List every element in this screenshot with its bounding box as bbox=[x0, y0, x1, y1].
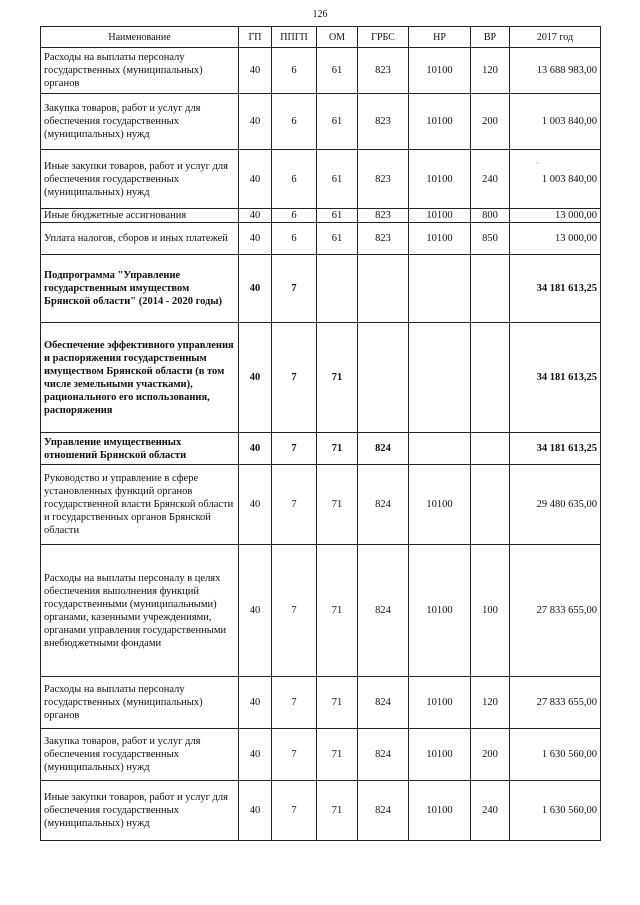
row-ppgp: 7 bbox=[272, 781, 317, 841]
row-grbs: 823 bbox=[358, 209, 409, 223]
row-amount: 27 833 655,00 bbox=[510, 677, 601, 729]
row-om: 71 bbox=[317, 729, 358, 781]
row-grbs: 823 bbox=[358, 223, 409, 255]
row-vr bbox=[471, 323, 510, 433]
row-grbs: 823 bbox=[358, 150, 409, 209]
row-name: Управление имущественных отношений Брянской области bbox=[41, 433, 239, 465]
row-grbs bbox=[358, 323, 409, 433]
row-name: Руководство и управление в сфере установленных функций органов государственной власти Брянской области и государственных органов Брянской области bbox=[41, 465, 239, 545]
header-nr: НР bbox=[409, 27, 471, 48]
row-vr bbox=[471, 433, 510, 465]
row-ppgp: 6 bbox=[272, 209, 317, 223]
row-gp: 40 bbox=[239, 677, 272, 729]
row-grbs: 824 bbox=[358, 729, 409, 781]
row-name: Иные бюджетные ассигнования bbox=[41, 209, 239, 223]
table-row bbox=[41, 209, 601, 223]
budget-table bbox=[40, 26, 601, 841]
header-grbs: ГРБС bbox=[358, 27, 409, 48]
row-gp: 40 bbox=[239, 209, 272, 223]
row-ppgp: 6 bbox=[272, 94, 317, 150]
row-ppgp: 6 bbox=[272, 48, 317, 94]
row-name: Иные закупки товаров, работ и услуг для обеспечения государственных (муниципальных) нужд bbox=[41, 150, 239, 209]
header-vr: ВР bbox=[471, 27, 510, 48]
row-om: 71 bbox=[317, 465, 358, 545]
row-nr: 10100 bbox=[409, 209, 471, 223]
row-ppgp: 6 bbox=[272, 150, 317, 209]
row-om: 61 bbox=[317, 223, 358, 255]
row-nr: 10100 bbox=[409, 223, 471, 255]
row-amount: 27 833 655,00 bbox=[510, 545, 601, 677]
table-row bbox=[41, 94, 601, 150]
row-om: 71 bbox=[317, 323, 358, 433]
row-vr: 240 bbox=[471, 781, 510, 841]
row-vr: 120 bbox=[471, 48, 510, 94]
row-ppgp: 7 bbox=[272, 545, 317, 677]
row-ppgp: 6 bbox=[272, 223, 317, 255]
row-gp: 40 bbox=[239, 465, 272, 545]
table-row bbox=[41, 781, 601, 841]
row-nr: 10100 bbox=[409, 94, 471, 150]
row-nr: 10100 bbox=[409, 729, 471, 781]
row-gp: 40 bbox=[239, 150, 272, 209]
row-nr: 10100 bbox=[409, 781, 471, 841]
row-vr: 240 bbox=[471, 150, 510, 209]
table-row bbox=[41, 323, 601, 433]
row-vr: 100 bbox=[471, 545, 510, 677]
row-amount: 1 003 840,00 bbox=[510, 150, 601, 209]
row-ppgp: 7 bbox=[272, 433, 317, 465]
row-vr: 200 bbox=[471, 729, 510, 781]
row-om: 71 bbox=[317, 433, 358, 465]
row-ppgp: 7 bbox=[272, 465, 317, 545]
row-name: Иные закупки товаров, работ и услуг для обеспечения государственных (муниципальных) нужд bbox=[41, 781, 239, 841]
row-name: Обеспечение эффективного управления и распоряжения государственным имуществом Брянской области (в том числе земельными участками), рационального его использования, распоряжения bbox=[41, 323, 239, 433]
row-vr: 200 bbox=[471, 94, 510, 150]
row-grbs: 824 bbox=[358, 781, 409, 841]
row-amount: 13 000,00 bbox=[510, 223, 601, 255]
row-gp: 40 bbox=[239, 323, 272, 433]
row-nr: 10100 bbox=[409, 545, 471, 677]
row-gp: 40 bbox=[239, 223, 272, 255]
row-amount: 13 000,00 bbox=[510, 209, 601, 223]
row-nr: 10100 bbox=[409, 465, 471, 545]
row-om: 61 bbox=[317, 48, 358, 94]
row-ppgp: 7 bbox=[272, 677, 317, 729]
row-amount: 34 181 613,25 bbox=[510, 255, 601, 323]
row-grbs: 823 bbox=[358, 48, 409, 94]
row-amount: 1 630 560,00 bbox=[510, 781, 601, 841]
row-gp: 40 bbox=[239, 433, 272, 465]
row-om: 61 bbox=[317, 94, 358, 150]
page-number: 126 bbox=[312, 9, 328, 20]
row-gp: 40 bbox=[239, 48, 272, 94]
table-row bbox=[41, 729, 601, 781]
row-ppgp: 7 bbox=[272, 255, 317, 323]
header-year: 2017 год bbox=[510, 27, 601, 48]
row-nr: 10100 bbox=[409, 150, 471, 209]
row-gp: 40 bbox=[239, 729, 272, 781]
header-ppgp: ППГП bbox=[272, 27, 317, 48]
header-name: Наименование bbox=[41, 27, 239, 48]
table-row bbox=[41, 223, 601, 255]
row-vr: 850 bbox=[471, 223, 510, 255]
row-om bbox=[317, 255, 358, 323]
row-name: Уплата налогов, сборов и иных платежей bbox=[41, 223, 239, 255]
row-grbs bbox=[358, 255, 409, 323]
row-nr: 10100 bbox=[409, 48, 471, 94]
row-amount: 29 480 635,00 bbox=[510, 465, 601, 545]
row-grbs: 824 bbox=[358, 677, 409, 729]
row-nr bbox=[409, 255, 471, 323]
row-om: 71 bbox=[317, 677, 358, 729]
table-row bbox=[41, 465, 601, 545]
table-row bbox=[41, 677, 601, 729]
row-gp: 40 bbox=[239, 94, 272, 150]
row-gp: 40 bbox=[239, 255, 272, 323]
row-gp: 40 bbox=[239, 781, 272, 841]
row-nr: 10100 bbox=[409, 677, 471, 729]
row-amount: 13 688 983,00 bbox=[510, 48, 601, 94]
table-row bbox=[41, 433, 601, 465]
table-row bbox=[41, 150, 601, 209]
table-row bbox=[41, 48, 601, 94]
row-gp: 40 bbox=[239, 545, 272, 677]
row-amount: 34 181 613,25 bbox=[510, 433, 601, 465]
header-om: ОМ bbox=[317, 27, 358, 48]
row-vr bbox=[471, 465, 510, 545]
header-gp: ГП bbox=[239, 27, 272, 48]
row-amount: 1 630 560,00 bbox=[510, 729, 601, 781]
row-grbs: 824 bbox=[358, 433, 409, 465]
row-grbs: 823 bbox=[358, 94, 409, 150]
row-om: 61 bbox=[317, 209, 358, 223]
table-header-row bbox=[41, 27, 601, 48]
row-om: 71 bbox=[317, 545, 358, 677]
row-vr: 800 bbox=[471, 209, 510, 223]
row-vr: 120 bbox=[471, 677, 510, 729]
row-name: Закупка товаров, работ и услуг для обеспечения государственных (муниципальных) нужд bbox=[41, 94, 239, 150]
row-name: Закупка товаров, работ и услуг для обеспечения государственных (муниципальных) нужд bbox=[41, 729, 239, 781]
row-grbs: 824 bbox=[358, 545, 409, 677]
row-name: Расходы на выплаты персоналу в целях обеспечения выполнения функций государственными (муниципальными) органами, казенными учреждениями, органами управления государственными внебюджетными фондами bbox=[41, 545, 239, 677]
row-name: Расходы на выплаты персоналу государственных (муниципальных) органов bbox=[41, 48, 239, 94]
row-ppgp: 7 bbox=[272, 729, 317, 781]
scan-mark: · bbox=[536, 159, 539, 168]
row-amount: 1 003 840,00 bbox=[510, 94, 601, 150]
row-om: 61 bbox=[317, 150, 358, 209]
row-name: Расходы на выплаты персоналу государственных (муниципальных) органов bbox=[41, 677, 239, 729]
row-ppgp: 7 bbox=[272, 323, 317, 433]
row-amount: 34 181 613,25 bbox=[510, 323, 601, 433]
table-row bbox=[41, 545, 601, 677]
row-grbs: 824 bbox=[358, 465, 409, 545]
row-nr bbox=[409, 433, 471, 465]
row-vr bbox=[471, 255, 510, 323]
row-nr bbox=[409, 323, 471, 433]
table-row bbox=[41, 255, 601, 323]
row-om: 71 bbox=[317, 781, 358, 841]
row-name: Подпрограмма "Управление государственным имуществом Брянской области" (2014 - 2020 годы) bbox=[41, 255, 239, 323]
